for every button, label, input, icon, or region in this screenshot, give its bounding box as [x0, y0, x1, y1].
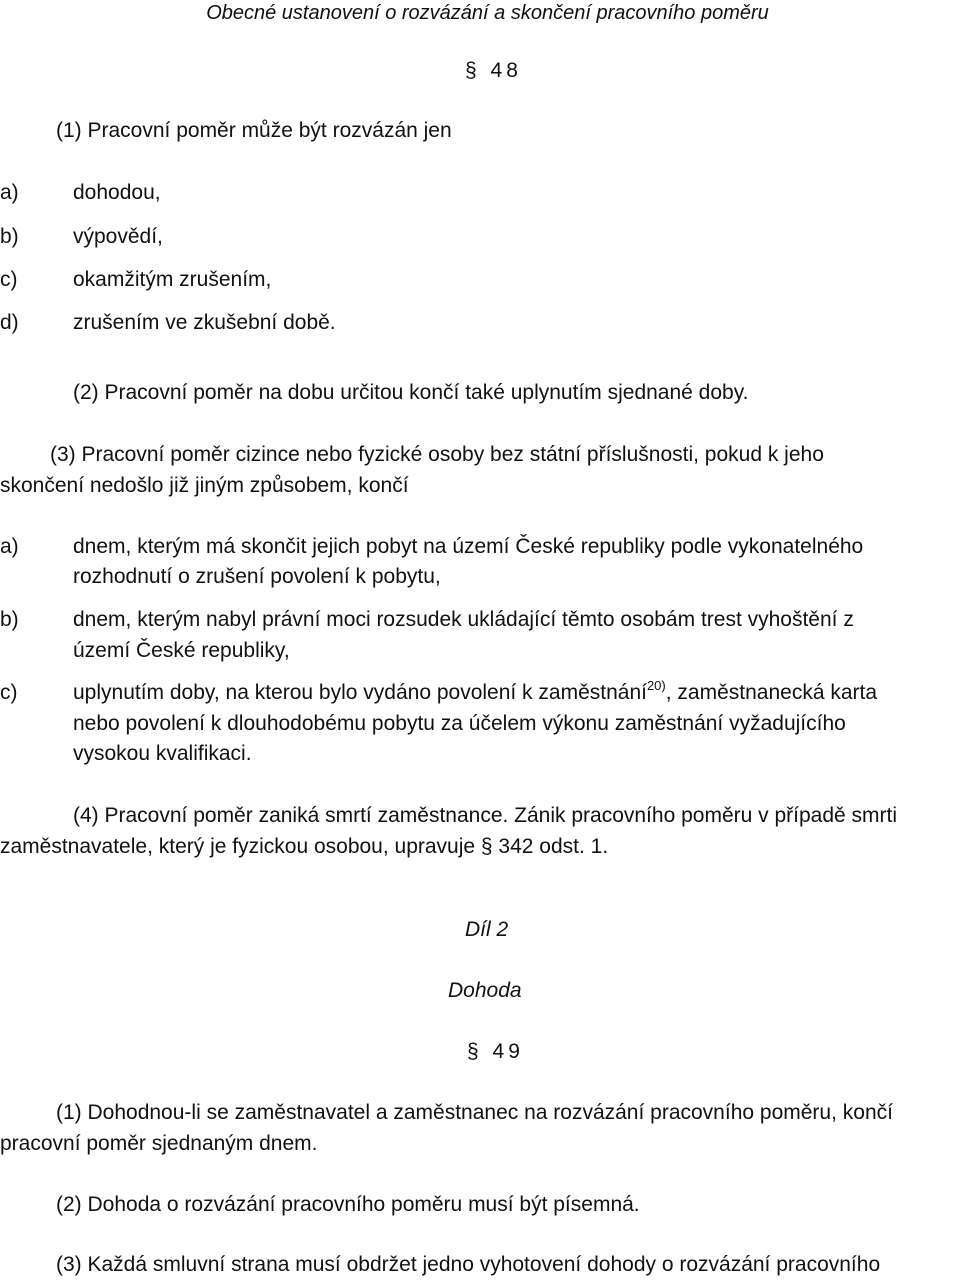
list-item-line: dnem, kterým má skončit jejich pobyt na území České republiky podle vykonatelného: [73, 535, 864, 558]
list-item-text: , zaměstnanecká karta: [665, 681, 878, 704]
list-item-line: území České republiky,: [73, 639, 290, 662]
part-subtitle: Dohoda: [448, 979, 522, 1002]
list-marker: c): [0, 268, 18, 291]
section-48-p3-line1: (3) Pracovní poměr cizince nebo fyzické osoby bez státní příslušnosti, pokud k jeho: [50, 443, 824, 466]
section-49-p1-line1: (1) Dohodnou-li se zaměstnavatel a zaměstnanec na rozvázání pracovního poměru, končí: [56, 1101, 893, 1124]
list-item: okamžitým zrušením,: [73, 268, 272, 291]
section-48-p4-line1: (4) Pracovní poměr zaniká smrtí zaměstnance. Zánik pracovního poměru v případě smrti: [73, 804, 898, 827]
list-item-line: nebo povolení k dlouhodobému pobytu za účelem výkonu zaměstnání vyžadujícího: [73, 712, 846, 735]
list-item-line: vysokou kvalifikaci.: [73, 742, 252, 765]
list-item: dohodou,: [73, 181, 161, 204]
section-48-number: § 48: [465, 59, 522, 82]
list-item-line: rozhodnutí o zrušení povolení k pobytu,: [73, 565, 441, 588]
list-item: výpovědí,: [73, 225, 163, 248]
section-48-p3-line2: skončení nedošlo již jiným způsobem, končí: [0, 474, 409, 497]
footnote-ref: 20): [646, 678, 666, 693]
section-49-p3-line1: (3) Každá smluvní strana musí obdržet jedno vyhotovení dohody o rozvázání pracovního: [56, 1253, 881, 1276]
part-title: Díl 2: [465, 918, 509, 941]
section-48-p2: (2) Pracovní poměr na dobu určitou končí také uplynutím sjednané doby.: [73, 381, 749, 404]
list-marker: a): [0, 181, 19, 204]
list-marker: b): [0, 225, 19, 248]
list-item: zrušením ve zkušební době.: [73, 311, 336, 334]
section-49-p2: (2) Dohoda o rozvázání pracovního poměru musí být písemná.: [56, 1193, 640, 1216]
list-item-line: dnem, kterým nabyl právní moci rozsudek ukládající těmto osobám trest vyhoštění z: [73, 608, 854, 631]
section-48-p4-line2: zaměstnavatele, který je fyzickou osobou, upravuje § 342 odst. 1.: [0, 835, 609, 858]
list-marker: d): [0, 311, 19, 334]
page-header-title: Obecné ustanovení o rozvázání a skončení pracovního poměru: [206, 2, 769, 24]
section-49-number: § 49: [467, 1040, 524, 1063]
list-marker: a): [0, 535, 19, 558]
section-49-p1-line2: pracovní poměr sjednaným dnem.: [0, 1132, 318, 1155]
section-48-p1-intro: (1) Pracovní poměr může být rozvázán jen: [56, 119, 452, 142]
list-marker: b): [0, 608, 19, 631]
list-marker: c): [0, 681, 18, 704]
list-item-text: uplynutím doby, na kterou bylo vydáno povolení k zaměstnání: [73, 681, 647, 704]
list-item-line: [73, 678, 877, 708]
